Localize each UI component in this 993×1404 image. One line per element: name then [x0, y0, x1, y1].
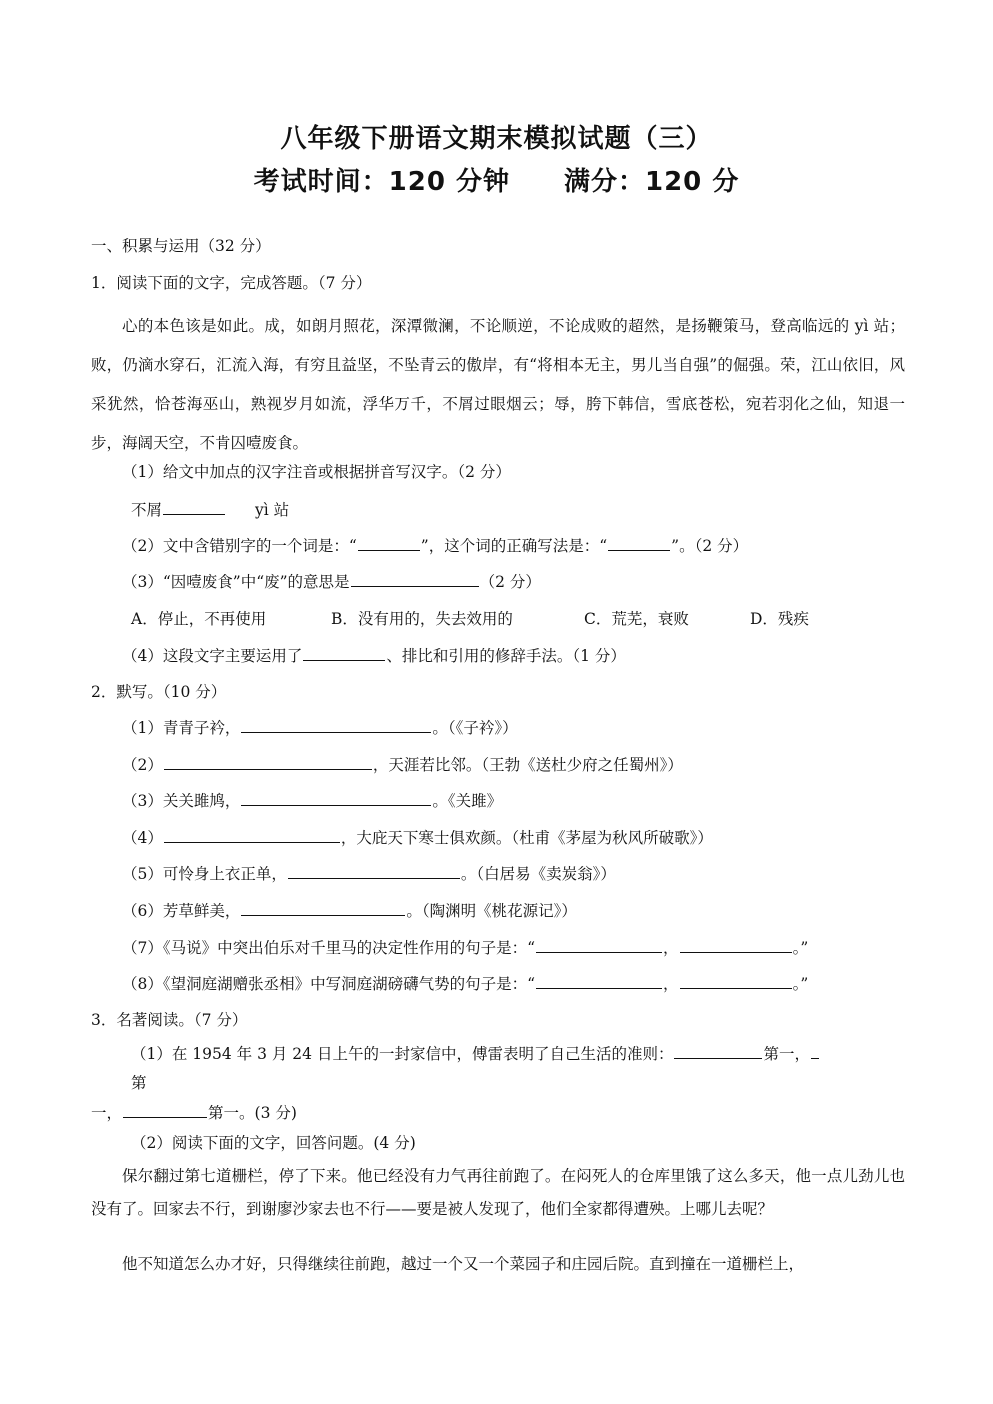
q1-sub4-text-a: （4）这段文字主要运用了 [122, 647, 303, 665]
q2-item-6 [122, 900, 577, 922]
answer-blank[interactable] [241, 717, 431, 733]
q1-sub1-answer-line [131, 499, 289, 521]
q3-sub1-text-b: 第一， [763, 1045, 810, 1063]
q2-item-5 [122, 863, 616, 885]
q2-item-5-text-b: 。（白居易《卖炭翁》） [460, 865, 616, 883]
q2-item-7-text-a: （7）《马说》中突出伯乐对千里马的决定性作用的句子是：“ [122, 939, 536, 957]
q2-item-4-text-b: ，大庇天下寒士俱欢颜。（杜甫《茅屋为秋风所破歌》） [340, 829, 713, 847]
q2-item-2 [122, 754, 683, 776]
q1-sub2-text-a: （2）文中含错别字的一个词是：“ [122, 537, 357, 555]
q1-sub4 [122, 645, 626, 667]
q1-prompt: 1．阅读下面的文字，完成答题。（7 分） [91, 274, 372, 292]
q3-sub1-cont [91, 1102, 297, 1124]
q2-item-8-text-c: 。” [792, 975, 809, 993]
exam-title: 八年级下册语文期末模拟试题（三） [280, 124, 713, 154]
answer-blank[interactable] [536, 937, 662, 953]
q1-passage: 心的本色该是如此。成，如朗月照花，深潭微澜，不论顺逆，不论成败的超然，是扬鞭策马，登高临远的 yì 站；败，仍滴水穿石，汇流入海，有穷且益坚，不坠青云的傲岸，有“将相本无主，男儿当自强”的倔强。荣，江山依旧，风采犹然，恰苍海巫山，熟视岁月如流，浮华万千，不屑过眼烟云；辱，胯下韩信，雪底苍松，宛若羽化之仙，知退一步，海阔天空，不肯囚噎废食。 [91, 317, 905, 452]
q2-item-1 [122, 717, 518, 739]
option-b[interactable]: B．没有用的，失去效用的 [331, 610, 513, 628]
q3-sub1-text-d: 一， [91, 1104, 123, 1122]
q2-item-3 [122, 790, 502, 812]
q2-prompt: 2．默写。（10 分） [91, 683, 227, 701]
answer-blank[interactable] [164, 754, 372, 770]
answer-blank[interactable] [351, 571, 479, 587]
q3-sub1-text-a: （1）在 1954 年 3 月 24 日上午的一封家信中，傅雷表明了自己生活的准则： [131, 1045, 674, 1063]
answer-blank[interactable] [241, 900, 405, 916]
q1-sub2-text-b: ”，这个词的正确写法是：“ [420, 537, 608, 555]
section-heading: 一、积累与运用（32 分） [91, 237, 271, 255]
q3-sub1 [131, 1043, 820, 1065]
q2-item-7 [122, 937, 808, 959]
option-a[interactable]: A．停止，不再使用 [131, 610, 267, 628]
q3-prompt: 3．名著阅读。（7 分） [91, 1011, 248, 1029]
answer-blank[interactable] [163, 499, 225, 515]
answer-blank[interactable] [680, 937, 792, 953]
answer-blank[interactable] [811, 1043, 819, 1059]
q2-item-7-text-c: 。” [792, 939, 809, 957]
q2-item-8-text-b: ， [663, 975, 679, 993]
q2-item-5-text-a: （5）可怜身上衣正单， [122, 865, 287, 883]
q1-sub3-text-a: （3）“因噎废食”中“废”的意思是 [122, 573, 350, 591]
q2-item-6-text-a: （6）芳草鲜美， [122, 902, 241, 920]
q1-sub1: （1）给文中加点的汉字注音或根据拼音写汉字。（2 分） [122, 463, 511, 481]
answer-blank[interactable] [303, 645, 385, 661]
q2-item-4-text-a: （4） [122, 829, 163, 847]
reading-paragraph-2: 他不知道怎么办才好，只得继续往前跑，越过一个又一个菜园子和庄园后院。直到撞在一道栅栏上， [122, 1255, 805, 1273]
option-d[interactable]: D．残疾 [750, 610, 809, 628]
q2-item-3-text-b: 。《关雎》 [432, 792, 503, 810]
q1-sub2 [122, 535, 748, 557]
answer-blank[interactable] [123, 1102, 207, 1118]
q2-item-7-text-b: ， [663, 939, 679, 957]
q2-item-2-text-a: （2） [122, 756, 163, 774]
answer-blank[interactable] [288, 863, 460, 879]
answer-blank[interactable] [608, 535, 670, 551]
q2-item-2-text-b: ，天涯若比邻。（王勃《送杜少府之任蜀州》） [372, 756, 683, 774]
q1-sub1-word-a: 不屑 [131, 501, 163, 519]
answer-blank[interactable] [680, 973, 792, 989]
q2-item-1-text-a: （1）青青子衿， [122, 719, 241, 737]
q3-sub1-text-e: 第一。(3 分) [208, 1104, 297, 1122]
q2-item-3-text-a: （3）关关雎鸠， [122, 792, 241, 810]
q3-sub1-wrap: 第 [131, 1074, 147, 1092]
answer-blank[interactable] [241, 790, 431, 806]
answer-blank[interactable] [536, 973, 662, 989]
q1-sub3 [122, 571, 541, 593]
q1-sub4-text-b: 、排比和引用的修辞手法。（1 分） [386, 647, 626, 665]
exam-subtitle: 考试时间：120 分钟 满分：120 分 [253, 167, 740, 197]
option-c[interactable]: C．荒芜，衰败 [584, 610, 689, 628]
reading-paragraph-1: 保尔翻过第七道栅栏，停了下来。他已经没有力气再往前跑了。在闷死人的仓库里饿了这么多天，他一点儿劲儿也没有了。回家去不行，到谢廖沙家去也不行——要是被人发现了，他们全家都得遭殃。上哪儿去呢？ [91, 1167, 905, 1218]
answer-blank[interactable] [674, 1043, 762, 1059]
q1-options [131, 608, 809, 630]
answer-blank[interactable] [358, 535, 420, 551]
q2-item-4 [122, 827, 713, 849]
q1-sub3-text-b: （2 分） [479, 573, 541, 591]
q2-item-6-text-b: 。（陶渊明《桃花源记》） [406, 902, 577, 920]
answer-blank[interactable] [164, 827, 340, 843]
q2-item-1-text-b: 。（《子衿》） [432, 719, 518, 737]
q3-sub2: （2）阅读下面的文字，回答问题。(4 分) [131, 1134, 416, 1152]
q2-item-8-text-a: （8）《望洞庭湖赠张丞相》中写洞庭湖磅礴气势的句子是：“ [122, 975, 536, 993]
q2-item-8 [122, 973, 808, 995]
q1-sub1-word-b: yì 站 [254, 501, 290, 519]
q1-sub2-text-c: ”。（2 分） [671, 537, 749, 555]
